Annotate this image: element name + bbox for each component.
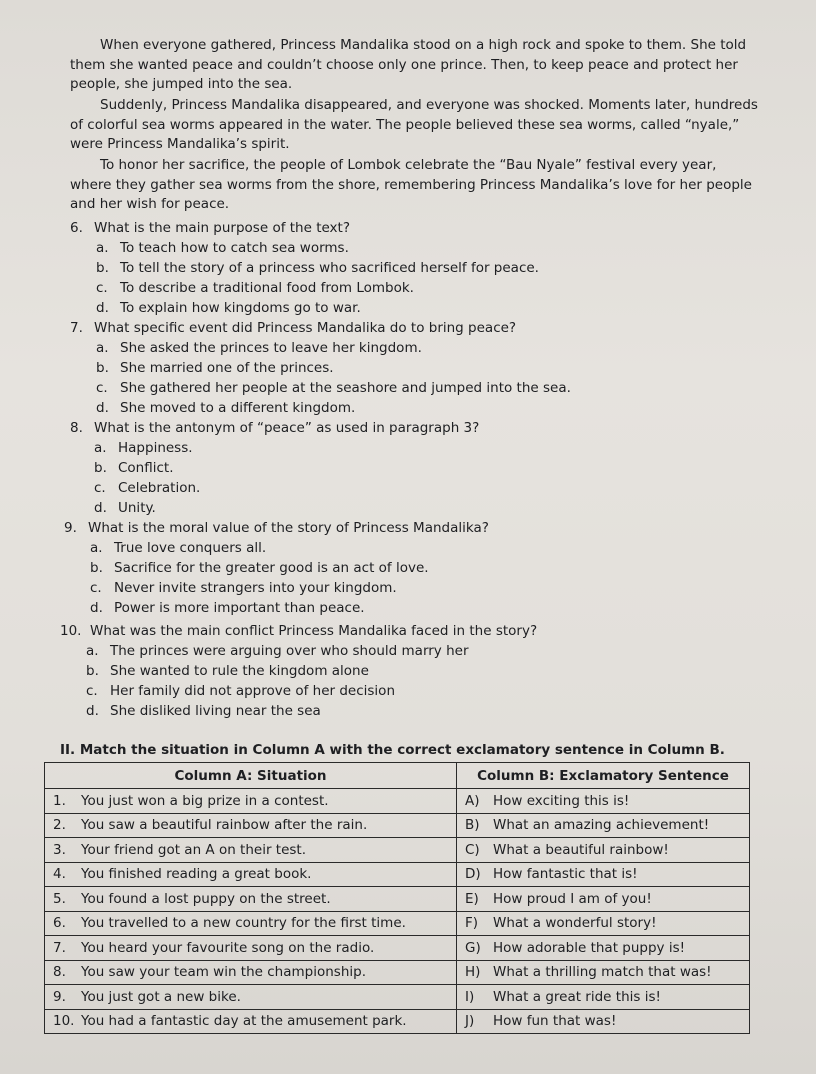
option-6c[interactable] xyxy=(96,278,414,298)
column-a-cell xyxy=(45,838,457,863)
question-text: What was the main conflict Princess Mandalika faced in the story? xyxy=(90,623,538,639)
question-number: 10. xyxy=(60,623,82,639)
question-text: What specific event did Princess Mandalika do to bring peace? xyxy=(94,320,517,336)
situation-text: You had a fantastic day at the amusement park. xyxy=(81,1013,407,1030)
column-b-cell xyxy=(457,838,750,863)
option-7c[interactable] xyxy=(96,378,571,398)
question-9 xyxy=(64,518,489,538)
column-b-cell xyxy=(457,789,750,814)
option-letter: b. xyxy=(96,260,109,276)
option-10b[interactable] xyxy=(86,661,369,681)
situation-text: You found a lost puppy on the street. xyxy=(81,890,331,907)
sentence-text: What an amazing achievement! xyxy=(493,817,710,834)
table-row xyxy=(45,813,750,838)
column-b-cell xyxy=(457,887,750,912)
option-text: To describe a traditional food from Lombok. xyxy=(120,280,414,296)
option-8c[interactable] xyxy=(94,478,200,498)
situation-text: You saw your team win the championship. xyxy=(81,964,366,981)
question-number: 9. xyxy=(64,520,77,536)
question-8 xyxy=(70,418,479,438)
question-number: 6. xyxy=(70,220,83,236)
option-text: Happiness. xyxy=(118,440,193,456)
sentence-letter: D) xyxy=(465,866,481,883)
option-8d[interactable] xyxy=(94,498,156,518)
option-letter: d. xyxy=(90,600,103,616)
option-8a[interactable] xyxy=(94,438,193,458)
option-text: She asked the princes to leave her kingdom. xyxy=(120,340,422,356)
option-letter: a. xyxy=(96,340,109,356)
sentence-letter: A) xyxy=(465,792,480,809)
sentence-letter: E) xyxy=(465,890,479,907)
option-letter: c. xyxy=(96,280,108,296)
option-text: She moved to a different kingdom. xyxy=(120,400,356,416)
sentence-letter: H) xyxy=(465,964,481,981)
column-b-cell xyxy=(457,1009,750,1034)
option-text: To explain how kingdoms go to war. xyxy=(120,300,361,316)
option-9b[interactable] xyxy=(90,558,429,578)
column-b-cell xyxy=(457,985,750,1010)
option-letter: b. xyxy=(86,663,99,679)
column-a-cell xyxy=(45,960,457,985)
question-text: What is the antonym of “peace” as used in paragraph 3? xyxy=(94,420,480,436)
sentence-text: What a wonderful story! xyxy=(493,915,657,932)
column-b-cell xyxy=(457,862,750,887)
column-a-cell xyxy=(45,862,457,887)
sentence-text: How exciting this is! xyxy=(493,792,630,809)
option-letter: a. xyxy=(96,240,109,256)
situation-number: 1. xyxy=(53,792,66,809)
column-a-cell xyxy=(45,813,457,838)
table-row xyxy=(45,887,750,912)
option-text: Sacrifice for the greater good is an act of love. xyxy=(114,560,429,576)
sentence-text: How proud I am of you! xyxy=(493,890,652,907)
option-letter: a. xyxy=(86,643,99,659)
column-b-header: Column B: Exclamatory Sentence xyxy=(457,763,750,789)
sentence-text: What a great ride this is! xyxy=(493,988,661,1005)
option-letter: b. xyxy=(96,360,109,376)
sentence-letter: I) xyxy=(465,988,475,1005)
sentence-letter: J) xyxy=(465,1013,475,1030)
table-row xyxy=(45,985,750,1010)
option-text: She gathered her people at the seashore and jumped into the sea. xyxy=(120,380,571,396)
option-6d[interactable] xyxy=(96,298,361,318)
option-letter: d. xyxy=(94,500,107,516)
situation-number: 6. xyxy=(53,915,66,932)
option-letter: d. xyxy=(96,300,109,316)
column-b-cell xyxy=(457,911,750,936)
paragraph-3: To honor her sacrifice, the people of Lombok celebrate the “Bau Nyale” festival every year, where they gather sea worms from the shore, remembering Princess Mandalika’s love for her people and her wish for peace. xyxy=(70,157,752,212)
option-10d[interactable] xyxy=(86,701,321,721)
table-row xyxy=(45,936,750,961)
situation-number: 2. xyxy=(53,817,66,834)
table-row xyxy=(45,911,750,936)
situation-number: 9. xyxy=(53,988,66,1005)
option-text: She wanted to rule the kingdom alone xyxy=(110,663,369,679)
situation-text: You just got a new bike. xyxy=(81,988,241,1005)
situation-text: You finished reading a great book. xyxy=(81,866,312,883)
sentence-letter: G) xyxy=(465,939,481,956)
column-b-cell xyxy=(457,813,750,838)
option-letter: a. xyxy=(90,540,103,556)
sentence-text: How adorable that puppy is! xyxy=(493,939,686,956)
option-letter: d. xyxy=(96,400,109,416)
option-letter: c. xyxy=(96,380,108,396)
option-text: Never invite strangers into your kingdom. xyxy=(114,580,397,596)
question-text: What is the main purpose of the text? xyxy=(94,220,350,236)
option-7d[interactable] xyxy=(96,398,355,418)
option-9d[interactable] xyxy=(90,598,365,618)
question-10 xyxy=(60,621,537,641)
question-number: 7. xyxy=(70,320,83,336)
option-text: Celebration. xyxy=(118,480,201,496)
option-text: Conflict. xyxy=(118,460,174,476)
question-text: What is the moral value of the story of Princess Mandalika? xyxy=(88,520,489,536)
table-row xyxy=(45,789,750,814)
option-text: She disliked living near the sea xyxy=(110,703,321,719)
option-letter: b. xyxy=(90,560,103,576)
paragraph-1: When everyone gathered, Princess Mandalika stood on a high rock and spoke to them. She told them she wanted peace and couldn’t choose only one prince. Then, to keep peace and protect her people, she jumped into the sea. xyxy=(70,37,747,92)
situation-number: 3. xyxy=(53,841,66,858)
sentence-letter: B) xyxy=(465,817,480,834)
table-row xyxy=(45,838,750,863)
sentence-text: How fantastic that is! xyxy=(493,866,638,883)
option-9c[interactable] xyxy=(90,578,397,598)
sentence-text: What a beautiful rainbow! xyxy=(493,841,669,858)
sentence-letter: F) xyxy=(465,915,479,932)
sentence-text: How fun that was! xyxy=(493,1013,617,1030)
column-a-header: Column A: Situation xyxy=(45,763,457,789)
matching-table xyxy=(44,762,750,1034)
table-row xyxy=(45,1009,750,1034)
question-6 xyxy=(70,218,350,238)
option-text: To teach how to catch sea worms. xyxy=(120,240,349,256)
situation-number: 8. xyxy=(53,964,66,981)
situation-text: You heard your favourite song on the radio. xyxy=(81,939,375,956)
table-row xyxy=(45,862,750,887)
column-a-cell xyxy=(45,789,457,814)
situation-number: 5. xyxy=(53,890,66,907)
option-text: Her family did not approve of her decision xyxy=(110,683,396,699)
option-6b[interactable] xyxy=(96,258,539,278)
table-row xyxy=(45,960,750,985)
option-text: She married one of the princes. xyxy=(120,360,334,376)
option-7b[interactable] xyxy=(96,358,334,378)
sentence-text: What a thrilling match that was! xyxy=(493,964,712,981)
column-b-cell xyxy=(457,960,750,985)
option-text: True love conquers all. xyxy=(114,540,267,556)
option-letter: c. xyxy=(94,480,106,496)
column-a-cell xyxy=(45,1009,457,1034)
option-7a[interactable] xyxy=(96,338,422,358)
option-letter: c. xyxy=(86,683,98,699)
option-letter: d. xyxy=(86,703,99,719)
paragraph-2: Suddenly, Princess Mandalika disappeared, and everyone was shocked. Moments later, hundreds of colorful sea worms appeared in the water. The people believed these sea worms, called “nyale,” were Princess Mandalika’s spirit. xyxy=(70,97,758,152)
option-6a[interactable] xyxy=(96,238,349,258)
option-text: Unity. xyxy=(118,500,156,516)
question-number: 8. xyxy=(70,420,83,436)
situation-text: You just won a big prize in a contest. xyxy=(81,792,329,809)
option-letter: a. xyxy=(94,440,107,456)
option-10a[interactable] xyxy=(86,641,469,661)
sentence-letter: C) xyxy=(465,841,480,858)
column-a-cell xyxy=(45,985,457,1010)
situation-text: Your friend got an A on their test. xyxy=(81,841,307,858)
option-letter: b. xyxy=(94,460,107,476)
situation-number: 10. xyxy=(53,1013,75,1030)
column-b-cell xyxy=(457,936,750,961)
situation-number: 4. xyxy=(53,866,66,883)
table-header-row xyxy=(45,763,750,789)
option-8b[interactable] xyxy=(94,458,174,478)
column-a-cell xyxy=(45,887,457,912)
column-a-cell xyxy=(45,911,457,936)
option-letter: c. xyxy=(90,580,102,596)
situation-number: 7. xyxy=(53,939,66,956)
section-2-heading: II. Match the situation in Column A with the correct exclamatory sentence in Column B. xyxy=(60,742,725,758)
situation-text: You travelled to a new country for the first time. xyxy=(81,915,406,932)
option-text: Power is more important than peace. xyxy=(114,600,365,616)
option-9a[interactable] xyxy=(90,538,266,558)
situation-text: You saw a beautiful rainbow after the rain. xyxy=(81,817,368,834)
question-7 xyxy=(70,318,516,338)
option-text: To tell the story of a princess who sacrificed herself for peace. xyxy=(120,260,539,276)
option-10c[interactable] xyxy=(86,681,395,701)
column-a-cell xyxy=(45,936,457,961)
option-text: The princes were arguing over who should marry her xyxy=(110,643,469,659)
